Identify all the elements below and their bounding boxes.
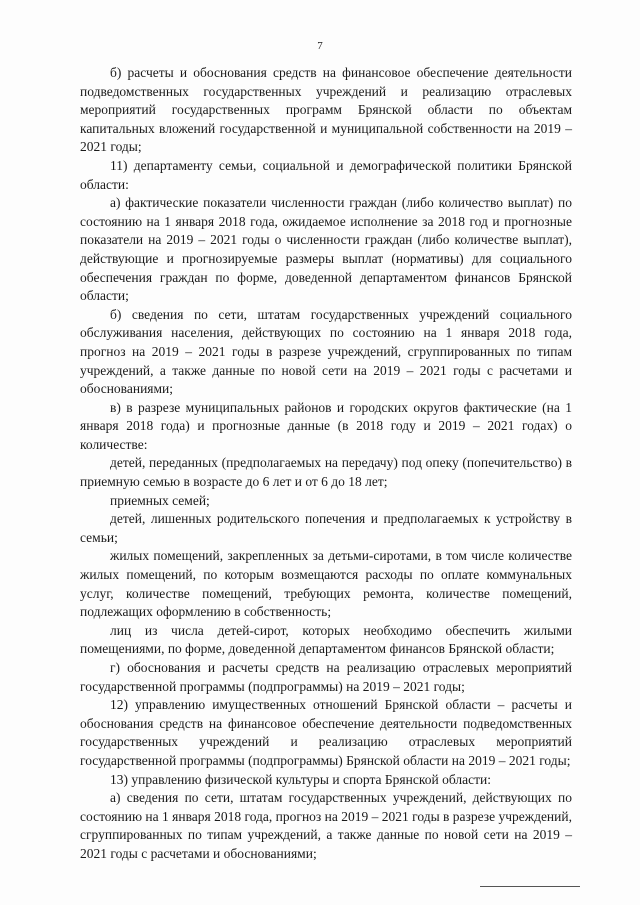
paragraph-12-property-department: 12) управлению имущественных отношений Брянской области – расчеты и обоснования средств на финансовое обеспечение деятельности подведомственных государственных учреждений и реализацию отраслевых мероприятий государственной программы (подпрограммы) Брянской области на 2019 – 2021 годы; xyxy=(80,697,572,768)
paragraph-orphans-housing-need: лиц из числа детей-сирот, которых необходимо обеспечить жилыми помещениями, по форме, доведенной департаментом финансов Брянской области; xyxy=(80,622,572,657)
paragraph-1b-calculations: б) расчеты и обоснования средств на финансовое обеспечение деятельности подведомственных государственных учреждений и реализацию отраслевых мероприятий государственных программ Брянской области по объектам капитальных вложений государственной и муниципальной собственности на 2019 – 2021 годы; xyxy=(80,65,572,155)
paragraph-13-sports-department: 13) управлению физической культуры и спорта Брянской области: xyxy=(110,771,491,787)
paragraph-11v-municipal-data: в) в разрезе муниципальных районов и городских округов фактические (на 1 января 2018 года) и прогнозные данные (в 2018 году и 2019 – 2021 годах) о количестве: xyxy=(80,399,572,452)
paragraph-11g-justifications: г) обоснования и расчеты средств на реализацию отраслевых мероприятий государственной программы (подпрограммы) на 2019 – 2021 годы; xyxy=(80,660,572,694)
paragraph-foster-families: приемных семей; xyxy=(110,492,210,508)
paragraph-11-family-department: 11) департаменту семьи, социальной и демографической политики Брянской области: xyxy=(80,157,572,192)
paragraph-children-without-care: детей, лишенных родительского попечения и предполагаемых к устройству в семьи; xyxy=(80,511,572,545)
paragraph-11b-network-staff: б) сведения по сети, штатам государственных учреждений социального обслуживания населения, действующих по состоянию на 1 января 2018 года, прогноз на 2019 – 2021 годы в разрезе учреждений, сгруппированных по типам учреждений, а также данные по новой сети на 2019 – 2021 годы с расчетами и обоснованиями; xyxy=(80,306,572,397)
paragraph-13a-network-staff: а) сведения по сети, штатам государственных учреждений, действующих по состоянию на 1 января 2018 года, прогноз на 2019 – 2021 годы в разрезе учреждений, сгруппированных по типам учреждений, а также данные по новой сети на 2019 – 2021 годы с расчетами и обоснованиями; xyxy=(80,790,572,861)
paragraph-children-guardianship: детей, переданных (предполагаемых на передачу) под опеку (попечительство) в приемную семью в возрасте до 6 лет и от 6 до 18 лет; xyxy=(80,455,572,490)
paragraph-11a-actual-indicators: а) фактические показатели численности граждан (либо количество выплат) по состоянию на 1 января 2018 года, ожидаемое исполнение за 2018 год и прогнозные показатели на 2019 – 2021 годы о численности граждан (либо количестве выплат), действующие и прогнозируемые размеры выплат (нормативы) для социального обеспечения граждан по форме, доведенной департаментом финансов Брянской области; xyxy=(80,195,572,304)
page-number: 7 xyxy=(317,40,323,52)
footer-divider xyxy=(480,886,580,887)
document-body xyxy=(80,64,572,864)
paragraph-housing-orphans: жилых помещений, закрепленных за детьми-сиротами, в том числе количестве жилых помещений, по которым возмещаются расходы по оплате коммунальных услуг, количестве помещений, требующих ремонта, количестве помещений, подлежащих оформлению в собственность; xyxy=(80,548,572,620)
